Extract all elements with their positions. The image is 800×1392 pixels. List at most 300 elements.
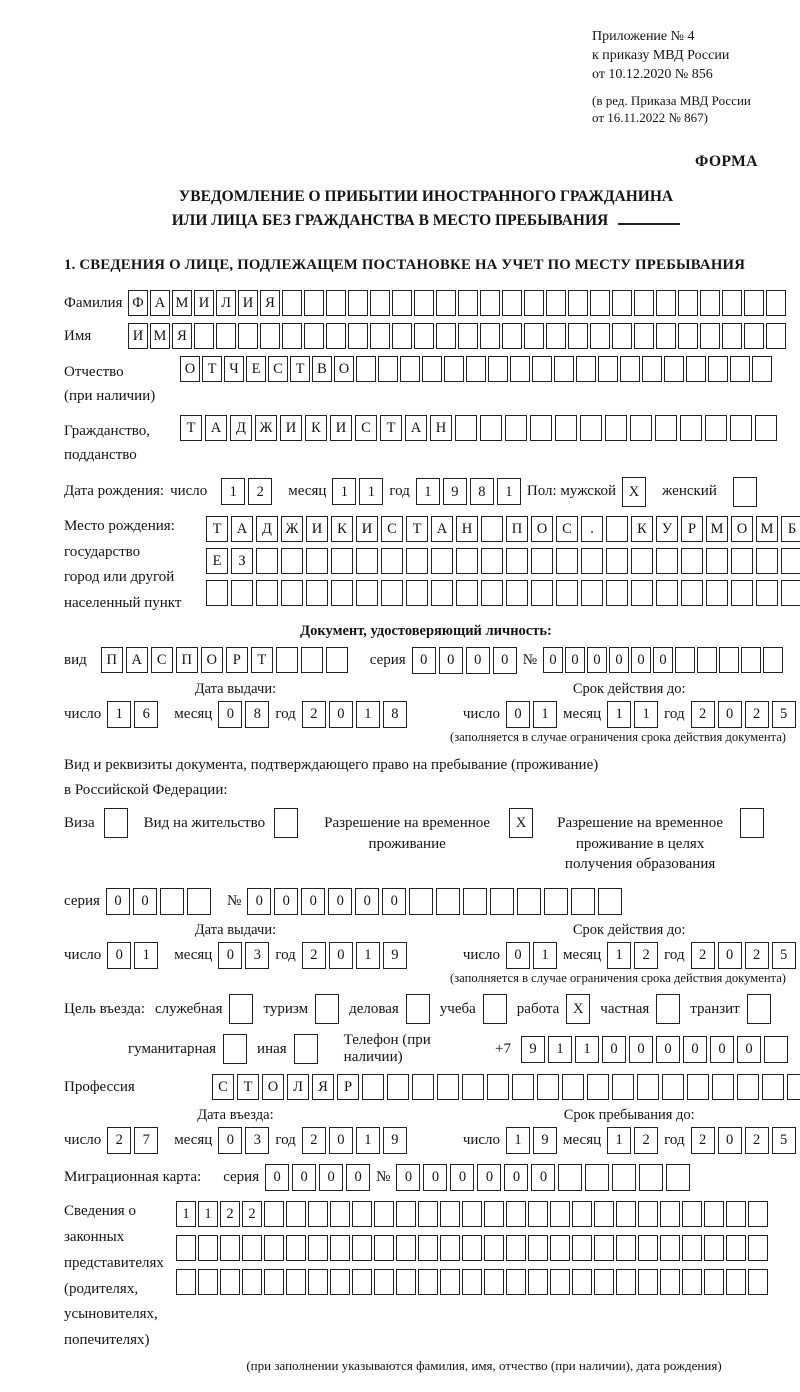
- form-cell[interactable]: 2: [634, 1127, 658, 1154]
- form-cell[interactable]: 0: [265, 1164, 289, 1191]
- purpose-other-checkbox[interactable]: [294, 1034, 318, 1064]
- form-cell[interactable]: [528, 1235, 548, 1261]
- form-cell[interactable]: [726, 1235, 746, 1261]
- residence-issue-year[interactable]: [302, 942, 407, 969]
- form-cell[interactable]: [639, 1164, 663, 1191]
- form-cell[interactable]: [436, 888, 460, 915]
- form-cell[interactable]: [242, 1269, 262, 1295]
- form-cell[interactable]: [440, 1235, 460, 1261]
- form-cell[interactable]: [308, 1269, 328, 1295]
- form-cell[interactable]: [352, 1269, 372, 1295]
- identity-valid-month[interactable]: [607, 701, 658, 728]
- form-cell[interactable]: [787, 1074, 800, 1100]
- purpose-work-checkbox[interactable]: [566, 994, 590, 1024]
- form-cell[interactable]: [572, 1235, 592, 1261]
- form-cell[interactable]: X: [566, 994, 590, 1024]
- form-cell[interactable]: [572, 1201, 592, 1227]
- entry-day[interactable]: [107, 1127, 158, 1154]
- form-cell[interactable]: [484, 1235, 504, 1261]
- form-cell[interactable]: 2: [691, 701, 715, 728]
- form-cell[interactable]: [462, 1201, 482, 1227]
- form-cell[interactable]: [437, 1074, 459, 1100]
- form-cell[interactable]: 2: [302, 1127, 326, 1154]
- form-cell[interactable]: [532, 356, 552, 382]
- option-temp-residence-education-checkbox[interactable]: [740, 808, 764, 838]
- form-cell[interactable]: [634, 290, 654, 316]
- form-cell[interactable]: [506, 1269, 526, 1295]
- form-cell[interactable]: [458, 290, 478, 316]
- form-cell[interactable]: [606, 516, 628, 542]
- form-cell[interactable]: 2: [745, 942, 769, 969]
- form-cell[interactable]: [656, 323, 676, 349]
- form-cell[interactable]: 0: [718, 701, 742, 728]
- form-cell[interactable]: М: [172, 290, 192, 316]
- form-cell[interactable]: И: [280, 415, 302, 441]
- form-cell[interactable]: [326, 323, 346, 349]
- form-cell[interactable]: [487, 1074, 509, 1100]
- form-cell[interactable]: Я: [172, 323, 192, 349]
- form-cell[interactable]: [220, 1269, 240, 1295]
- form-cell[interactable]: [512, 1074, 534, 1100]
- form-cell[interactable]: А: [431, 516, 453, 542]
- form-cell[interactable]: [524, 290, 544, 316]
- form-cell[interactable]: В: [312, 356, 332, 382]
- form-cell[interactable]: 0: [718, 1127, 742, 1154]
- form-cell[interactable]: С: [556, 516, 578, 542]
- form-cell[interactable]: [687, 1074, 709, 1100]
- form-cell[interactable]: 8: [470, 478, 494, 505]
- form-cell[interactable]: Ж: [255, 415, 277, 441]
- form-cell[interactable]: 0: [504, 1164, 528, 1191]
- form-cell[interactable]: [104, 808, 128, 838]
- form-cell[interactable]: [282, 323, 302, 349]
- form-cell[interactable]: Т: [180, 415, 202, 441]
- form-cell[interactable]: [431, 548, 453, 574]
- form-cell[interactable]: [286, 1269, 306, 1295]
- form-cell[interactable]: 0: [506, 701, 530, 728]
- form-cell[interactable]: Т: [237, 1074, 259, 1100]
- form-cell[interactable]: 1: [176, 1201, 196, 1227]
- sex-male-checkbox[interactable]: [622, 477, 646, 507]
- form-cell[interactable]: [594, 1201, 614, 1227]
- form-cell[interactable]: [524, 323, 544, 349]
- form-cell[interactable]: 9: [383, 942, 407, 969]
- form-cell[interactable]: 1: [575, 1036, 599, 1063]
- form-cell[interactable]: [681, 548, 703, 574]
- form-cell[interactable]: 0: [301, 888, 325, 915]
- form-cell[interactable]: [568, 323, 588, 349]
- form-cell[interactable]: 1: [607, 1127, 631, 1154]
- form-cell[interactable]: И: [330, 415, 352, 441]
- form-cell[interactable]: [506, 1201, 526, 1227]
- form-cell[interactable]: 0: [218, 942, 242, 969]
- form-cell[interactable]: [462, 1269, 482, 1295]
- form-cell[interactable]: [737, 1074, 759, 1100]
- form-cell[interactable]: 0: [423, 1164, 447, 1191]
- birth-place-row2[interactable]: [206, 548, 800, 574]
- form-cell[interactable]: [594, 1269, 614, 1295]
- representatives-row1[interactable]: [176, 1201, 768, 1227]
- form-cell[interactable]: [466, 356, 486, 382]
- form-cell[interactable]: 8: [245, 701, 269, 728]
- purpose-study-checkbox[interactable]: [483, 994, 507, 1024]
- form-cell[interactable]: О: [262, 1074, 284, 1100]
- form-cell[interactable]: [506, 1235, 526, 1261]
- form-cell[interactable]: [330, 1269, 350, 1295]
- form-cell[interactable]: 1: [356, 701, 380, 728]
- form-cell[interactable]: 0: [653, 647, 673, 673]
- form-cell[interactable]: [656, 580, 678, 606]
- form-cell[interactable]: 9: [383, 1127, 407, 1154]
- form-cell[interactable]: 9: [521, 1036, 545, 1063]
- form-cell[interactable]: 0: [656, 1036, 680, 1063]
- form-cell[interactable]: 0: [329, 942, 353, 969]
- form-cell[interactable]: [660, 1201, 680, 1227]
- form-cell[interactable]: 2: [248, 478, 272, 505]
- residence-issue-day[interactable]: [107, 942, 158, 969]
- phone-cells[interactable]: [521, 1036, 788, 1063]
- form-cell[interactable]: 5: [772, 701, 796, 728]
- identity-valid-day[interactable]: [506, 701, 557, 728]
- purpose-transit-checkbox[interactable]: [747, 994, 771, 1024]
- form-cell[interactable]: [458, 323, 478, 349]
- form-cell[interactable]: [400, 356, 420, 382]
- form-cell[interactable]: [612, 1074, 634, 1100]
- form-cell[interactable]: [488, 356, 508, 382]
- form-cell[interactable]: 0: [543, 647, 563, 673]
- form-cell[interactable]: [308, 1235, 328, 1261]
- form-cell[interactable]: [763, 647, 783, 673]
- form-cell[interactable]: 1: [134, 942, 158, 969]
- form-cell[interactable]: [638, 1201, 658, 1227]
- form-cell[interactable]: [748, 1269, 768, 1295]
- form-cell[interactable]: [530, 415, 552, 441]
- form-cell[interactable]: [480, 323, 500, 349]
- form-cell[interactable]: 0: [609, 647, 629, 673]
- surname-cells[interactable]: [128, 290, 786, 316]
- form-cell[interactable]: [730, 356, 750, 382]
- form-cell[interactable]: 2: [634, 942, 658, 969]
- form-cell[interactable]: 3: [245, 1127, 269, 1154]
- form-cell[interactable]: 0: [629, 1036, 653, 1063]
- form-cell[interactable]: [418, 1201, 438, 1227]
- form-cell[interactable]: [510, 356, 530, 382]
- form-cell[interactable]: П: [101, 647, 123, 673]
- form-cell[interactable]: [705, 415, 727, 441]
- form-cell[interactable]: [463, 888, 487, 915]
- form-cell[interactable]: 2: [691, 942, 715, 969]
- form-cell[interactable]: [606, 580, 628, 606]
- form-cell[interactable]: 0: [218, 1127, 242, 1154]
- form-cell[interactable]: [484, 1269, 504, 1295]
- form-cell[interactable]: [440, 1269, 460, 1295]
- form-cell[interactable]: 0: [602, 1036, 626, 1063]
- sex-female-checkbox[interactable]: [733, 477, 757, 507]
- form-cell[interactable]: [531, 580, 553, 606]
- form-cell[interactable]: [662, 1074, 684, 1100]
- birth-place-row1[interactable]: [206, 516, 800, 542]
- form-cell[interactable]: [612, 1164, 636, 1191]
- form-cell[interactable]: [422, 356, 442, 382]
- form-cell[interactable]: 0: [587, 647, 607, 673]
- form-cell[interactable]: [762, 1074, 784, 1100]
- form-cell[interactable]: [409, 888, 433, 915]
- entry-year[interactable]: [302, 1127, 407, 1154]
- form-cell[interactable]: [666, 1164, 690, 1191]
- form-cell[interactable]: [706, 548, 728, 574]
- form-cell[interactable]: [396, 1201, 416, 1227]
- form-cell[interactable]: [700, 290, 720, 316]
- option-residence-permit-checkbox[interactable]: [274, 808, 298, 838]
- form-cell[interactable]: [740, 808, 764, 838]
- form-cell[interactable]: [370, 323, 390, 349]
- form-cell[interactable]: [606, 548, 628, 574]
- form-cell[interactable]: [697, 647, 717, 673]
- representatives-row3[interactable]: [176, 1269, 768, 1295]
- form-cell[interactable]: 2: [107, 1127, 131, 1154]
- form-cell[interactable]: С: [151, 647, 173, 673]
- form-cell[interactable]: Ф: [128, 290, 148, 316]
- form-cell[interactable]: 1: [634, 701, 658, 728]
- identity-valid-year[interactable]: [691, 701, 796, 728]
- form-cell[interactable]: [406, 580, 428, 606]
- form-cell[interactable]: [260, 323, 280, 349]
- form-cell[interactable]: [748, 1201, 768, 1227]
- form-cell[interactable]: [571, 888, 595, 915]
- form-cell[interactable]: 1: [497, 478, 521, 505]
- form-cell[interactable]: [362, 1074, 384, 1100]
- form-cell[interactable]: [242, 1235, 262, 1261]
- form-cell[interactable]: 1: [416, 478, 440, 505]
- form-cell[interactable]: [231, 580, 253, 606]
- form-cell[interactable]: Я: [312, 1074, 334, 1100]
- form-cell[interactable]: 0: [506, 942, 530, 969]
- form-cell[interactable]: [558, 1164, 582, 1191]
- form-cell[interactable]: 6: [134, 701, 158, 728]
- form-cell[interactable]: [481, 580, 503, 606]
- form-cell[interactable]: [537, 1074, 559, 1100]
- form-cell[interactable]: [766, 323, 786, 349]
- form-cell[interactable]: 2: [691, 1127, 715, 1154]
- form-cell[interactable]: [706, 580, 728, 606]
- form-cell[interactable]: [587, 1074, 609, 1100]
- form-cell[interactable]: [187, 888, 211, 915]
- form-cell[interactable]: [682, 1235, 702, 1261]
- form-cell[interactable]: [440, 1201, 460, 1227]
- form-cell[interactable]: [681, 580, 703, 606]
- form-cell[interactable]: 0: [718, 942, 742, 969]
- form-cell[interactable]: С: [381, 516, 403, 542]
- form-cell[interactable]: [444, 356, 464, 382]
- form-cell[interactable]: [704, 1201, 724, 1227]
- form-cell[interactable]: 0: [319, 1164, 343, 1191]
- form-cell[interactable]: 0: [531, 1164, 555, 1191]
- form-cell[interactable]: X: [509, 808, 533, 838]
- entry-month[interactable]: [218, 1127, 269, 1154]
- form-cell[interactable]: [556, 580, 578, 606]
- form-cell[interactable]: [431, 580, 453, 606]
- form-cell[interactable]: [483, 994, 507, 1024]
- residence-issue-month[interactable]: [218, 942, 269, 969]
- form-cell[interactable]: [264, 1235, 284, 1261]
- form-cell[interactable]: [528, 1269, 548, 1295]
- form-cell[interactable]: [256, 548, 278, 574]
- form-cell[interactable]: 3: [245, 942, 269, 969]
- birth-day-cells[interactable]: [221, 478, 272, 505]
- form-cell[interactable]: [656, 290, 676, 316]
- form-cell[interactable]: [580, 415, 602, 441]
- form-cell[interactable]: [730, 415, 752, 441]
- form-cell[interactable]: [281, 580, 303, 606]
- form-cell[interactable]: Е: [246, 356, 266, 382]
- form-cell[interactable]: А: [231, 516, 253, 542]
- form-cell[interactable]: [704, 1269, 724, 1295]
- form-cell[interactable]: [436, 323, 456, 349]
- form-cell[interactable]: Ч: [224, 356, 244, 382]
- form-cell[interactable]: 0: [466, 647, 490, 674]
- form-cell[interactable]: [731, 548, 753, 574]
- form-cell[interactable]: [198, 1235, 218, 1261]
- form-cell[interactable]: [481, 516, 503, 542]
- form-cell[interactable]: [176, 1235, 196, 1261]
- form-cell[interactable]: Т: [290, 356, 310, 382]
- form-cell[interactable]: [160, 888, 184, 915]
- form-cell[interactable]: [456, 548, 478, 574]
- form-cell[interactable]: [675, 647, 695, 673]
- form-cell[interactable]: [562, 1074, 584, 1100]
- form-cell[interactable]: 2: [745, 701, 769, 728]
- form-cell[interactable]: П: [506, 516, 528, 542]
- form-cell[interactable]: 0: [737, 1036, 761, 1063]
- form-cell[interactable]: 5: [772, 942, 796, 969]
- form-cell[interactable]: [220, 1235, 240, 1261]
- form-cell[interactable]: [581, 580, 603, 606]
- form-cell[interactable]: [264, 1201, 284, 1227]
- form-cell[interactable]: [733, 477, 757, 507]
- form-cell[interactable]: [378, 356, 398, 382]
- form-cell[interactable]: [764, 1036, 788, 1063]
- form-cell[interactable]: 1: [533, 701, 557, 728]
- doc-series-cells[interactable]: [412, 647, 517, 674]
- form-cell[interactable]: [301, 647, 323, 673]
- form-cell[interactable]: [744, 290, 764, 316]
- form-cell[interactable]: [517, 888, 541, 915]
- form-cell[interactable]: О: [180, 356, 200, 382]
- form-cell[interactable]: О: [334, 356, 354, 382]
- form-cell[interactable]: 1: [607, 701, 631, 728]
- form-cell[interactable]: 0: [493, 647, 517, 674]
- form-cell[interactable]: 0: [218, 701, 242, 728]
- form-cell[interactable]: [531, 548, 553, 574]
- form-cell[interactable]: [396, 1235, 416, 1261]
- migration-number-cells[interactable]: [396, 1164, 690, 1191]
- form-cell[interactable]: [418, 1235, 438, 1261]
- form-cell[interactable]: [396, 1269, 416, 1295]
- form-cell[interactable]: 5: [772, 1127, 796, 1154]
- form-cell[interactable]: [414, 323, 434, 349]
- form-cell[interactable]: [330, 1235, 350, 1261]
- form-cell[interactable]: И: [356, 516, 378, 542]
- stay-month[interactable]: [607, 1127, 658, 1154]
- form-cell[interactable]: С: [212, 1074, 234, 1100]
- form-cell[interactable]: 0: [292, 1164, 316, 1191]
- form-cell[interactable]: [637, 1074, 659, 1100]
- form-cell[interactable]: [206, 580, 228, 606]
- form-cell[interactable]: [176, 1269, 196, 1295]
- form-cell[interactable]: [502, 323, 522, 349]
- form-cell[interactable]: [656, 548, 678, 574]
- form-cell[interactable]: И: [238, 290, 258, 316]
- form-cell[interactable]: [490, 888, 514, 915]
- form-cell[interactable]: [680, 415, 702, 441]
- form-cell[interactable]: [374, 1269, 394, 1295]
- form-cell[interactable]: А: [150, 290, 170, 316]
- form-cell[interactable]: [392, 323, 412, 349]
- form-cell[interactable]: [678, 323, 698, 349]
- form-cell[interactable]: 9: [533, 1127, 557, 1154]
- form-cell[interactable]: П: [176, 647, 198, 673]
- form-cell[interactable]: [374, 1235, 394, 1261]
- form-cell[interactable]: [304, 290, 324, 316]
- form-cell[interactable]: А: [405, 415, 427, 441]
- patronymic-cells[interactable]: [180, 356, 772, 382]
- form-cell[interactable]: 9: [443, 478, 467, 505]
- form-cell[interactable]: 2: [302, 701, 326, 728]
- birth-month-cells[interactable]: [332, 478, 383, 505]
- form-cell[interactable]: [406, 548, 428, 574]
- form-cell[interactable]: [616, 1235, 636, 1261]
- form-cell[interactable]: [766, 290, 786, 316]
- form-cell[interactable]: 0: [631, 647, 651, 673]
- purpose-business-checkbox[interactable]: [229, 994, 253, 1024]
- form-cell[interactable]: 0: [106, 888, 130, 915]
- form-cell[interactable]: С: [268, 356, 288, 382]
- form-cell[interactable]: [678, 290, 698, 316]
- form-cell[interactable]: [642, 356, 662, 382]
- form-cell[interactable]: 1: [221, 478, 245, 505]
- form-cell[interactable]: М: [756, 516, 778, 542]
- residence-valid-year[interactable]: [691, 942, 796, 969]
- form-cell[interactable]: [352, 1235, 372, 1261]
- form-cell[interactable]: [572, 1269, 592, 1295]
- form-cell[interactable]: [194, 323, 214, 349]
- identity-issue-day[interactable]: [107, 701, 158, 728]
- form-cell[interactable]: 0: [565, 647, 585, 673]
- form-cell[interactable]: [741, 647, 761, 673]
- identity-issue-month[interactable]: [218, 701, 269, 728]
- form-cell[interactable]: Т: [202, 356, 222, 382]
- form-cell[interactable]: О: [201, 647, 223, 673]
- form-cell[interactable]: 2: [242, 1201, 262, 1227]
- form-cell[interactable]: [480, 290, 500, 316]
- form-cell[interactable]: [682, 1269, 702, 1295]
- identity-issue-year[interactable]: [302, 701, 407, 728]
- form-cell[interactable]: [726, 1201, 746, 1227]
- form-cell[interactable]: [276, 647, 298, 673]
- form-cell[interactable]: [356, 356, 376, 382]
- doc-kind-cells[interactable]: [101, 647, 348, 673]
- form-cell[interactable]: [304, 323, 324, 349]
- form-cell[interactable]: 2: [302, 942, 326, 969]
- form-cell[interactable]: [781, 580, 800, 606]
- form-cell[interactable]: [229, 994, 253, 1024]
- form-cell[interactable]: [455, 415, 477, 441]
- migration-series-cells[interactable]: [265, 1164, 370, 1191]
- form-cell[interactable]: И: [306, 516, 328, 542]
- form-cell[interactable]: [731, 580, 753, 606]
- form-cell[interactable]: С: [355, 415, 377, 441]
- form-cell[interactable]: [348, 323, 368, 349]
